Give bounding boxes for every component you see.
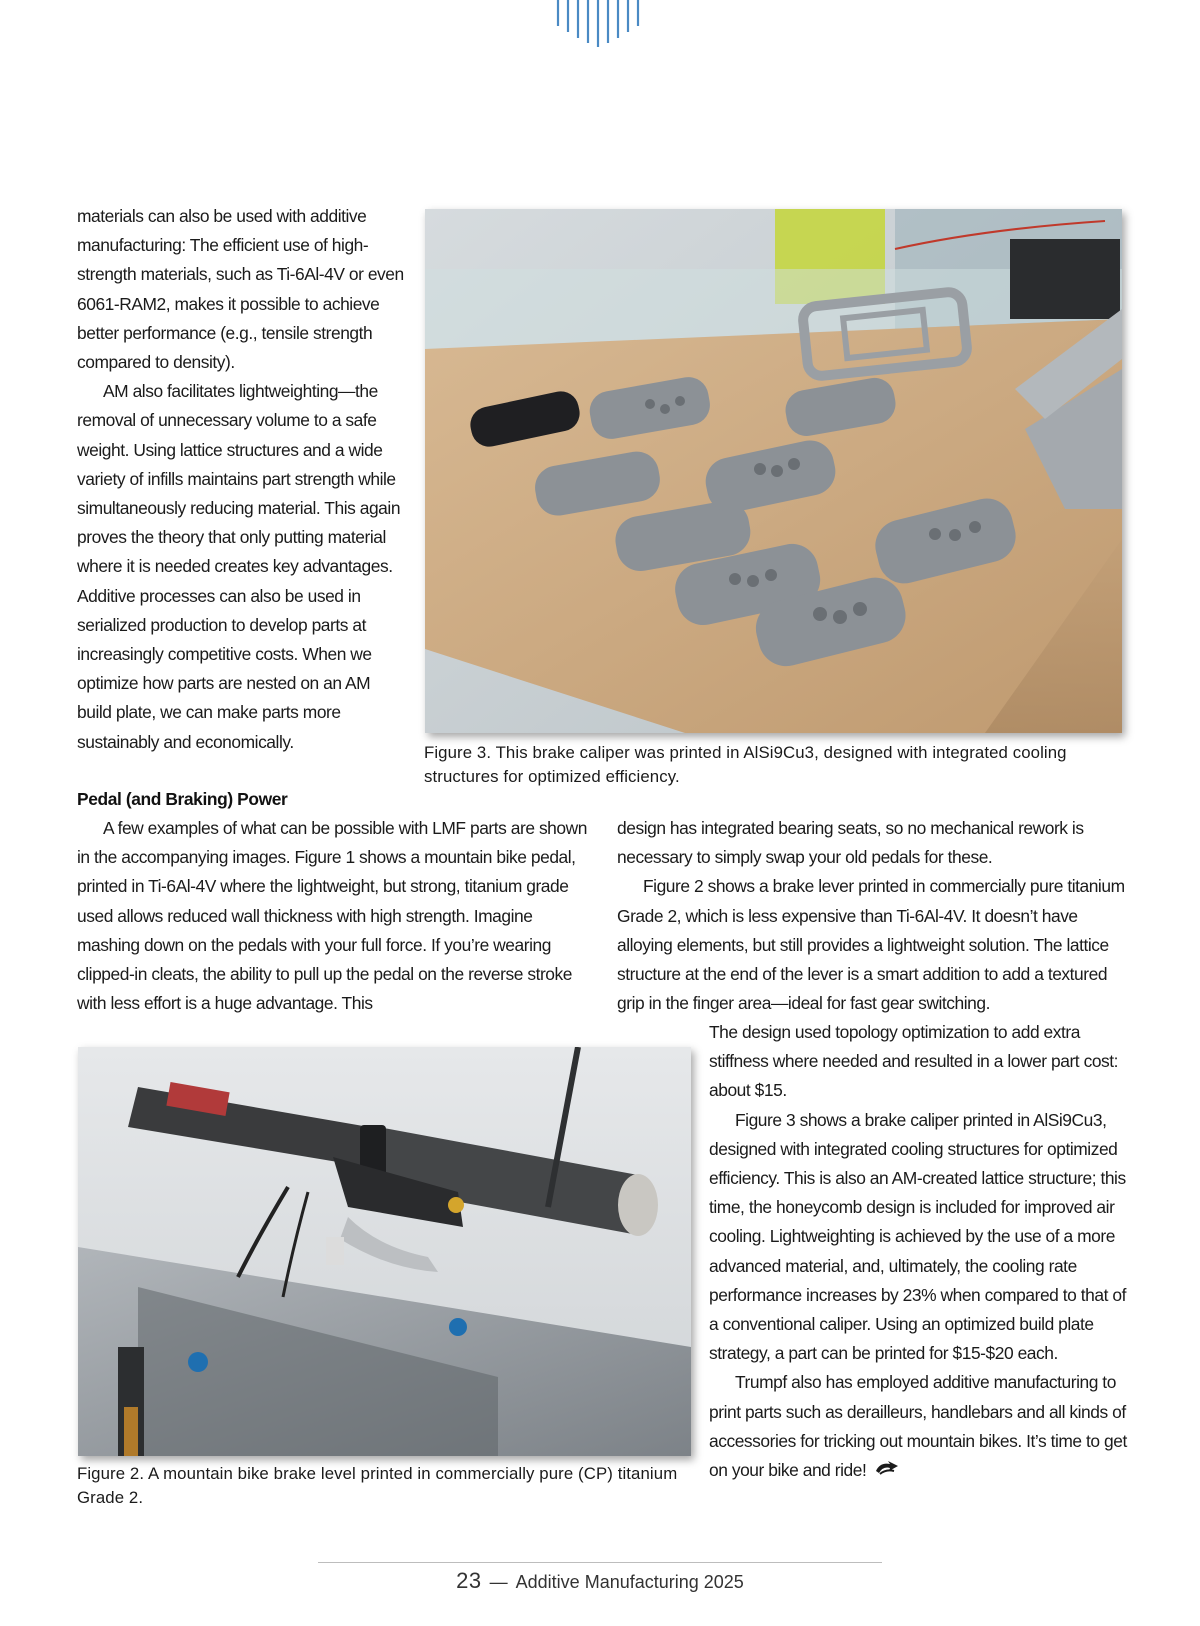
paragraph (709, 1368, 1129, 1485)
paragraph: A few examples of what can be possible with LMF parts are shown in the accompanying images. Figure 1 shows a mountain bike pedal, printed in Ti-6Al-4V where the lightweight, but strong, titanium grade used allows reduced wall thickness with high strength. Imagine mashing down on the pedals with your full force. If you’re wearing clipped-in cleats, the ability to pull up the pedal on the reverse stroke with less effort is a huge advantage. This (77, 818, 587, 1014)
brake-caliper-illustration (425, 209, 1122, 733)
swoosh-end-mark-icon (874, 1461, 900, 1477)
section-heading: Pedal (and Braking) Power (77, 789, 288, 809)
paragraph: Figure 3 shows a brake caliper printed in AlSi9Cu3, designed with integrated cooling structures for optimized efficiency. This is also an AM-created lattice structure; this time, the honeycomb design is included for improved air cooling. Lightweighting is achieved by the use of a more advanced material, and, ultimately, the cooling rate performance increases by 23% when compared to that of a conventional caliper. Using an optimized build plate strategy, a part can be printed for $15-$20 each. (709, 1109, 1126, 1364)
paragraph-text: Trumpf also has employed additive manufacturing to print parts such as derailleurs, handlebars and all kinds of accessories for tricking out mountain bikes. It’s time to get on your bike and ride! (709, 1372, 1127, 1481)
footer-dash: — (489, 1572, 508, 1592)
paragraph: AM also facilitates lightweighting—the removal of unnecessary volume to a safe weight. Using lattice structures and a wide variety of infills maintains part strength while simultaneously reducing material. This again proves the theory that only putting material where it is needed creates key advantages. Additive processes can also be used in serialized production to develop parts at increasingly competitive costs. When we optimize how parts are nested on an AM build plate, we can make parts more sustainably and economically. (77, 381, 401, 752)
figure-2-caption: Figure 2. A mountain bike brake level printed in commercially pure (CP) titanium Grade 2. (77, 1464, 678, 1507)
brake-caliper-photo (425, 209, 1122, 733)
vertical-lines-chevron-icon (556, 0, 640, 48)
paragraph: design has integrated bearing seats, so no mechanical rework is necessary to simply swap your old pedals for these. (617, 818, 1084, 868)
footer-rule (318, 1562, 882, 1563)
paragraph: The design used topology optimization to add extra stiffness where needed and resulted in a lower part cost: about $15. (709, 1022, 1119, 1101)
section-left-column (77, 814, 587, 1018)
left-column-top-text (77, 202, 409, 757)
bike-brake-lever-photo (78, 1047, 691, 1456)
paragraph: materials can also be used with additive manufacturing: The efficient use of high-strength materials, such as Ti-6Al-4V or even 6061-RAM2, makes it possible to achieve better performance (e.g., tensile strength compared to density). (77, 206, 404, 373)
page-number: 23 (456, 1568, 482, 1593)
bike-brake-lever-illustration (78, 1047, 691, 1456)
figure-3-caption: Figure 3. This brake caliper was printed in AlSi9Cu3, designed with integrated cooling structures for optimized efficiency. (424, 743, 1067, 786)
footer (318, 1568, 882, 1594)
section-right-column (709, 1018, 1129, 1485)
paragraph: Figure 2 shows a brake lever printed in commercially pure titanium Grade 2, which is less expensive than Ti-6Al-4V. It doesn’t have alloying elements, but still provides a lightweight solution. The lattice structure at the end of the lever is a smart addition to add a textured grip in the finger area—ideal for fast gear switching. (617, 876, 1125, 1014)
section-middle-column (617, 814, 1129, 1018)
publication-name: Additive Manufacturing 2025 (515, 1572, 744, 1592)
